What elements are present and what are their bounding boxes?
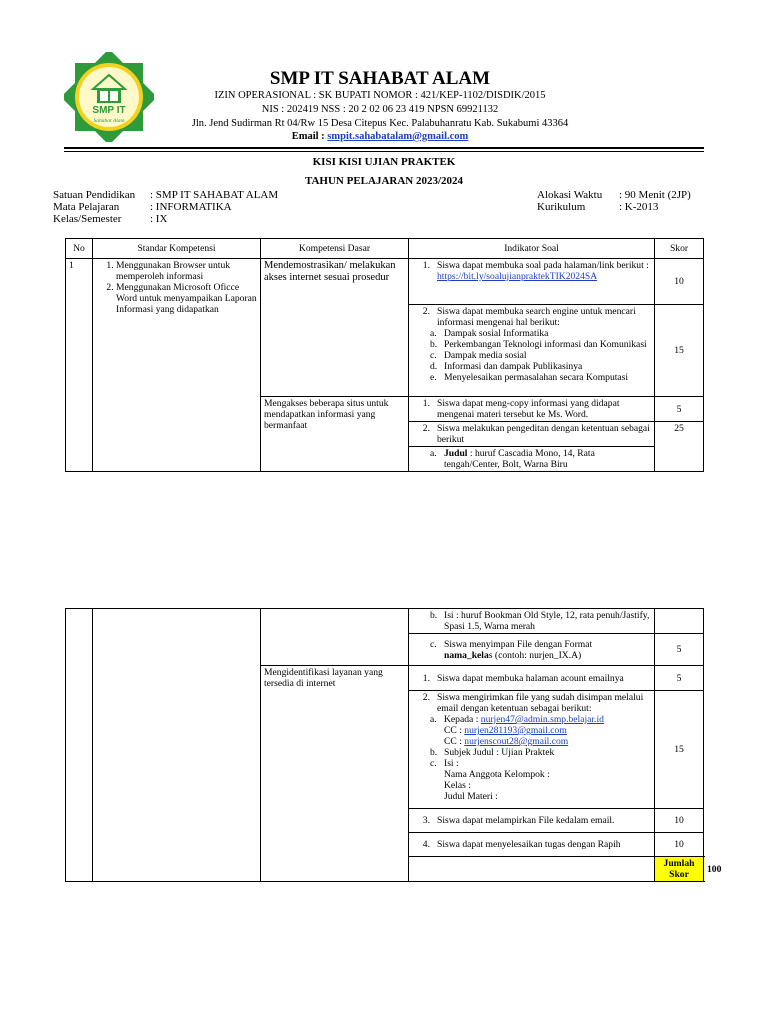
document-title: KISI KISI UJIAN PRAKTEK — [312, 156, 456, 168]
header-kompetensi-dasar: Kompetensi Dasar — [261, 239, 409, 259]
indikator-text: Siswa dapat menyelesaikan tugas dengan Rapih — [437, 839, 621, 850]
indikator-cell — [409, 609, 655, 634]
judul-label: Judul — [444, 448, 468, 459]
sk-item: 2. Menggunakan Microsoft Oficce Word untuk menyampaikan Laporan Informasi yang didapatkan — [116, 282, 257, 315]
kepada-email-link[interactable]: nurjen47@admin.smp.belajar.id — [480, 714, 604, 725]
standar-kompetensi-cell — [93, 259, 261, 472]
indikator-number: 1. — [422, 398, 430, 409]
skor-cell: 5 — [655, 634, 704, 666]
sk-item: 1. Menggunakan Browser untuk memperoleh informasi — [116, 260, 257, 282]
sub-text: Perkembangan Teknologi informasi dan Komunikasi — [444, 339, 647, 350]
info-label: Satuan Pendidikan — [53, 189, 136, 201]
header-skor: Skor — [655, 239, 704, 259]
indikator-number: 1. — [422, 260, 430, 271]
skor-cell: 15 — [655, 305, 704, 397]
subjek-text: Subjek Judul : Ujian Praktek — [444, 747, 555, 758]
total-empty-cell — [409, 857, 655, 882]
indikator-cell — [409, 666, 655, 691]
empty-no-cell — [66, 609, 93, 882]
format-name: nama_kela — [444, 649, 489, 661]
sub-letter: a. — [430, 328, 437, 339]
isi-line: Judul Materi : — [444, 791, 498, 802]
soal-link[interactable]: https://bit.ly/soalujianpraktekTIK2024SA — [437, 271, 598, 282]
izin-operasional: IZIN OPERASIONAL : SK BUPATI NOMOR : 421/KEP-1102/DISDIK/2015 — [214, 90, 546, 101]
skor-cell: 10 — [655, 259, 704, 305]
indikator-cell — [409, 809, 655, 833]
sub-text: Dampak media sosial — [444, 350, 527, 361]
indikator-cell — [409, 691, 655, 809]
info-value: : SMP IT SAHABAT ALAM — [150, 189, 279, 201]
info-value: : K-2013 — [619, 201, 659, 213]
indikator-number: 3. — [422, 815, 430, 826]
cc-email-link-1[interactable]: nurjen281193@gmail.com — [464, 725, 567, 736]
info-label: Kurikulum — [537, 201, 586, 213]
skor-cell: 10 — [655, 809, 704, 833]
empty-kd-cell — [261, 609, 409, 666]
indikator-cell — [409, 397, 655, 422]
header-indikator-soal: Indikator Soal — [409, 239, 655, 259]
sub-text: Siswa menyimpan File dengan Format — [444, 638, 593, 650]
info-value: : INFORMATIKA — [150, 201, 232, 213]
school-name: SMP IT SAHABAT ALAM — [269, 68, 491, 89]
isi-line: Kelas : — [444, 780, 471, 791]
cc-label: CC : — [444, 736, 465, 747]
sub-letter: a. — [430, 714, 437, 725]
skor-cell: 5 — [655, 666, 704, 691]
indikator-number: 2. — [422, 692, 430, 703]
document-subtitle: TAHUN PELAJARAN 2023/2024 — [304, 175, 464, 187]
skor-cell: 10 — [655, 833, 704, 857]
indikator-cell — [409, 447, 655, 472]
jumlah-skor-label: Jumlah Skor — [655, 857, 704, 882]
info-value: : IX — [150, 213, 168, 225]
sub-text: Menyelesaikan permasalahan secara Komputasi — [444, 372, 629, 383]
skor-cell: 25 — [655, 422, 704, 472]
cc-email-link-2[interactable]: nurjenscout28@gmail.com — [464, 736, 569, 747]
svg-text:SMP IT: SMP IT — [92, 105, 126, 116]
indikator-number: 2. — [422, 423, 430, 434]
indikator-text: Siswa dapat membuka search engine untuk mencari informasi mengenai hal berikut: — [437, 306, 636, 328]
header-rule-thin — [64, 151, 704, 152]
sub-text: Dampak sosial Informatika — [444, 328, 549, 339]
email-line — [160, 131, 600, 142]
isi-label: Isi : — [444, 758, 459, 769]
sub-text: : huruf Cascadia Mono, 14, Rata tengah/Center, Bolt, Warna Biru — [444, 448, 595, 470]
sub-letter: c. — [430, 350, 437, 361]
indikator-cell — [409, 833, 655, 857]
kompetensi-dasar-cell: Mengidentifikasi layanan yang tersedia di internet — [261, 666, 409, 882]
header-rule — [64, 147, 704, 149]
kompetensi-dasar-cell: Mendemostrasikan/ melakukan akses internet sesuai prosedur — [261, 259, 409, 397]
empty-sk-cell — [93, 609, 261, 882]
indikator-text: Siswa dapat membuka soal pada halaman/link berikut : — [437, 260, 649, 271]
sub-text: Isi : huruf Bookman Old Style, 12, rata penuh/Jastify, Spasi 1.5, Warna merah — [444, 610, 650, 632]
kompetensi-dasar-cell: Mengakses beberapa situs untuk mendapatkan informasi yang bermanfaat — [261, 397, 409, 472]
sub-text: Informasi dan dampak Publikasinya — [444, 361, 583, 372]
indikator-number: 4. — [422, 839, 430, 850]
indikator-cell — [409, 422, 655, 447]
indikator-cell — [409, 305, 655, 397]
header-standar-kompetensi: Standar Kompetensi — [93, 239, 261, 259]
sub-letter: b. — [430, 339, 438, 350]
email-label: Email : — [291, 131, 328, 142]
sub-letter: b. — [430, 610, 438, 621]
sub-letter: d. — [430, 361, 438, 372]
kisi-table-part2: b. Isi : huruf Bookman Old Style, 12, rata penuh/Jastify, Spasi 1.5, Warna merah c. Siswa menyimpan File dengan Format nama_kelas (contoh: nurjen_IX.A) 5 Mengidentifikasi layanan yang tersedia di internet 1. Siswa dapat membuka halaman acount emailnya 5 2. Siswa mengirimkan file yang sudah disimpan melalui email dengan ketentuan sebagai berikut: a. Kepada : nurjen47@admin.smp.belajar.id CC : nurjen281193@gmail.com CC : nurjenscout28@gmail.com b. Subjek Judul : Ujian Praktek c. Isi : Nama Anggota Kelompok : Kelas : Judul Materi : 15 3. Siswa dapat melampirkan File kedalam email. 10 4. Siswa dapat menyelesaikan tugas dengan Rapih 10 Jumlah Skor 100 — [65, 608, 704, 882]
address-line: Jln. Jend Sudirman Rt 04/Rw 15 Desa Citepus Kec. Palabuhanratu Kab. Sukabumi 43364 — [191, 118, 569, 129]
info-label: Mata Pelajaran — [53, 201, 120, 213]
kepada-label: Kepada : — [444, 714, 481, 725]
sub-letter: a. — [430, 448, 437, 459]
info-value: : 90 Menit (2JP) — [619, 189, 691, 201]
indikator-cell — [409, 634, 655, 666]
school-email-link[interactable]: smpit.sahabatalam@gmail.com — [327, 131, 469, 142]
skor-cell: 15 — [655, 691, 704, 809]
info-left — [53, 189, 278, 225]
skor-cell: 5 — [655, 397, 704, 422]
info-label: Kelas/Semester — [53, 213, 122, 225]
school-logo — [64, 52, 154, 142]
nis-line: NIS : 202419 NSS : 20 2 02 06 23 419 NPSN 69921132 — [261, 104, 499, 115]
indikator-text: Siswa mengirimkan file yang sudah disimpan melalui email dengan ketentuan sebagai berikut: — [437, 692, 644, 714]
kisi-table-part1 — [65, 238, 704, 472]
indikator-number: 1. — [422, 672, 430, 684]
indikator-text: Siswa dapat membuka halaman acount emailnya — [437, 672, 624, 684]
indikator-text: Siswa dapat melampirkan File kedalam email. — [437, 815, 615, 826]
skor-cell-empty — [655, 609, 704, 634]
sub-letter: c. — [430, 638, 437, 650]
sub-letter: e. — [430, 372, 437, 383]
format-example: s (contoh: nurjen_IX.A) — [488, 649, 582, 661]
info-label: Alokasi Waktu — [537, 189, 603, 201]
indikator-cell — [409, 259, 655, 305]
indikator-text: Siswa dapat meng-copy informasi yang didapat mengenai materi tersebut ke Ms. Word. — [437, 398, 620, 420]
indikator-number: 2. — [422, 306, 430, 317]
svg-text:Sahabat Alam: Sahabat Alam — [93, 118, 125, 124]
info-right — [537, 189, 691, 213]
sub-letter: c. — [430, 758, 437, 769]
row-number: 1 — [66, 259, 93, 472]
header-no: No — [66, 239, 93, 259]
isi-line: Nama Anggota Kelompok : — [444, 769, 550, 780]
sub-letter: b. — [430, 747, 438, 758]
indikator-text: Siswa melakukan pengeditan dengan ketentuan sebagai berikut — [437, 423, 650, 445]
cc-label: CC : — [444, 725, 465, 736]
